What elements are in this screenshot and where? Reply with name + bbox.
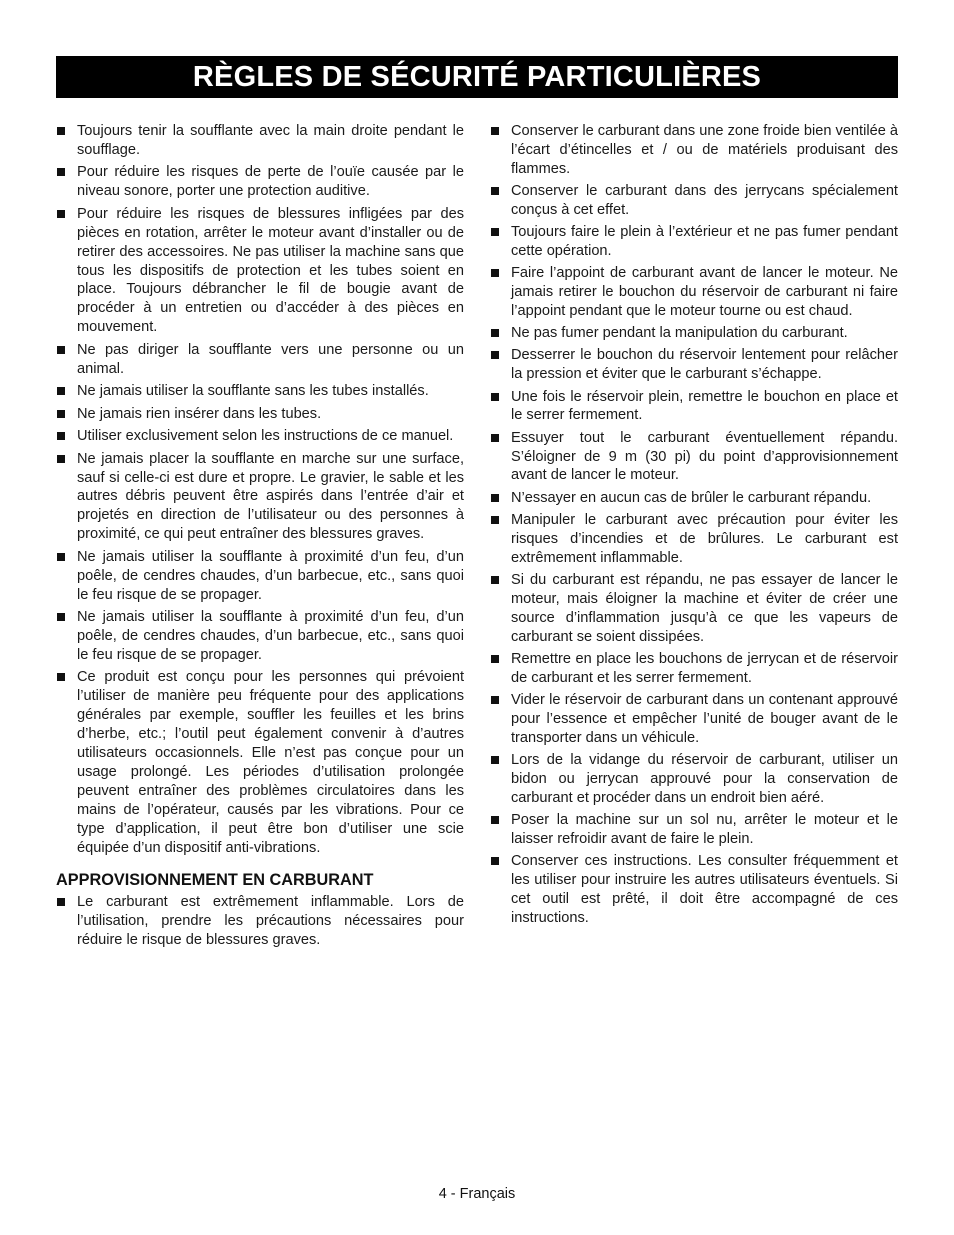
fuel-handling-list xyxy=(490,122,898,928)
list-item-text: Le carburant est extrêmement inflammable. Lors de l’utilisation, prendre les précautions nécessaires pour réduire le risque de blessures graves. xyxy=(77,894,464,949)
square-bullet-icon xyxy=(491,127,499,135)
list-item xyxy=(490,429,898,486)
list-item xyxy=(490,346,898,384)
list-item xyxy=(56,450,464,545)
square-bullet-icon xyxy=(491,393,499,401)
list-item xyxy=(490,324,898,343)
list-item xyxy=(56,893,464,950)
list-item-text: N’essayer en aucun cas de brûler le carburant répandu. xyxy=(511,489,872,506)
list-item-text: Une fois le réservoir plein, remettre le bouchon en place et le serrer fermement. xyxy=(511,388,898,424)
list-item-text: Ne jamais utiliser la soufflante à proximité d’un feu, d’un poêle, de cendres chaudes, d’un barbecue, etc., sans quoi le feu risque de se propager. xyxy=(77,609,464,663)
square-bullet-icon xyxy=(491,576,499,584)
list-item xyxy=(56,382,464,401)
list-item-text: Conserver le carburant dans une zone froide bien ventilée à l’écart d’étincelles et / ou de matériels produisant des flammes. xyxy=(511,123,898,177)
safety-rules-list xyxy=(56,122,464,857)
left-column xyxy=(56,122,464,954)
square-bullet-icon xyxy=(491,857,499,865)
page-number: 4 - Français xyxy=(438,1186,516,1202)
square-bullet-icon xyxy=(57,455,65,463)
list-item xyxy=(56,205,464,337)
square-bullet-icon xyxy=(57,432,65,440)
square-bullet-icon xyxy=(57,410,65,418)
list-item xyxy=(490,122,898,179)
list-item-text: Remettre en place les bouchons de jerrycan et de réservoir de carburant et les serrer fermement. xyxy=(511,650,898,686)
list-item xyxy=(490,571,898,647)
list-item-text: Ne pas fumer pendant la manipulation du carburant. xyxy=(511,325,848,342)
list-item-text: Lors de la vidange du réservoir de carburant, utiliser un bidon ou jerrycan approuvé pour la conservation de carburant et procéder dans un endroit bien aéré. xyxy=(511,751,898,806)
square-bullet-icon xyxy=(57,898,65,906)
list-item xyxy=(490,489,898,508)
square-bullet-icon xyxy=(491,329,499,337)
square-bullet-icon xyxy=(57,553,65,561)
fuel-rules-list xyxy=(56,893,464,950)
square-bullet-icon xyxy=(491,351,499,359)
list-item-text: Desserrer le bouchon du réservoir lentement pour relâcher la pression et éviter que le carburant s’échappe. xyxy=(511,347,898,383)
square-bullet-icon xyxy=(57,127,65,135)
list-item xyxy=(490,650,898,688)
list-item-text: Conserver ces instructions. Les consulter fréquemment et les utiliser pour instruire les autres utilisateurs éventuels. Si cet outil est prêté, il doit être accompagné de ces instructions. xyxy=(511,853,898,926)
list-item-text: Ne jamais rien insérer dans les tubes. xyxy=(77,405,322,422)
page-title: RÈGLES DE SÉCURITÉ PARTICULIÈRES xyxy=(56,56,898,98)
list-item-text: Ne jamais utiliser la soufflante à proximité d’un feu, d’un poêle, de cendres chaudes, d’un barbecue, etc., sans quoi le feu risque de se propager. xyxy=(77,548,464,603)
list-item-text: Toujours faire le plein à l’extérieur et ne pas fumer pendant cette opération. xyxy=(511,224,898,260)
right-column xyxy=(490,122,898,931)
square-bullet-icon xyxy=(491,516,499,524)
list-item-text: Pour réduire les risques de perte de l’ouïe causée par le niveau sonore, porter une protection auditive. xyxy=(77,164,464,200)
square-bullet-icon xyxy=(57,673,65,681)
list-item xyxy=(56,668,464,857)
square-bullet-icon xyxy=(57,346,65,354)
list-item xyxy=(56,548,464,605)
list-item-text: Ne jamais placer la soufflante en marche sur une surface, sauf si celle-ci est dure et propre. Le gravier, le sable et les autres débris peuvent être aspirés dans l’entrée d’air et projetés en direction de l’utilisateur ou des personnes à proximité, ce qui peut entraîner des blessures graves. xyxy=(77,450,464,543)
list-item xyxy=(490,223,898,261)
list-item xyxy=(490,811,898,849)
square-bullet-icon xyxy=(491,655,499,663)
list-item xyxy=(490,511,898,568)
list-item xyxy=(56,341,464,379)
list-item xyxy=(490,182,898,220)
square-bullet-icon xyxy=(491,228,499,236)
square-bullet-icon xyxy=(491,269,499,277)
list-item-text: Manipuler le carburant avec précaution pour éviter les risques d’incendies et de brûlures. Le carburant est extrêmement inflammable. xyxy=(511,511,898,566)
list-item-text: Utiliser exclusivement selon les instructions de ce manuel. xyxy=(77,428,454,445)
list-item-text: Poser la machine sur un sol nu, arrêter le moteur et le laisser refroidir avant de faire le plein. xyxy=(511,811,898,847)
square-bullet-icon xyxy=(57,387,65,395)
list-item-text: Pour réduire les risques de blessures infligées par des pièces en rotation, arrêter le moteur avant d’installer ou de retirer des accessoires. Ne pas utiliser la machine sans que tous les dispositifs de protection et les tubes soient en place. Toujours débrancher le fil de bougie avant de procéder à un entretien ou d’accéder à des pièces en mouvement. xyxy=(77,205,464,336)
list-item xyxy=(56,122,464,160)
list-item xyxy=(490,264,898,321)
square-bullet-icon xyxy=(57,168,65,176)
list-item xyxy=(56,427,464,446)
list-item xyxy=(56,163,464,201)
section-heading-fuel: APPROVISIONNEMENT EN CARBURANT xyxy=(56,871,374,890)
list-item xyxy=(490,751,898,808)
list-item xyxy=(56,608,464,665)
list-item-text: Faire l’appoint de carburant avant de lancer le moteur. Ne jamais retirer le bouchon du réservoir de carburant ni faire l’appoint pendant que le moteur tourne ou est chaud. xyxy=(511,265,898,320)
square-bullet-icon xyxy=(491,816,499,824)
square-bullet-icon xyxy=(491,434,499,442)
square-bullet-icon xyxy=(491,494,499,502)
list-item xyxy=(56,405,464,424)
square-bullet-icon xyxy=(491,187,499,195)
list-item-text: Si du carburant est répandu, ne pas essayer de lancer le moteur, mais éloigner la machine et éviter de créer une source d’inflammation jusqu’à ce que les vapeurs de carburant se soient dissipées. xyxy=(511,571,898,645)
square-bullet-icon xyxy=(491,696,499,704)
list-item xyxy=(490,388,898,426)
list-item-text: Essuyer tout le carburant éventuellement répandu. S’éloigner de 9 m (30 pi) du point d’approvisionnement avant de lancer le moteur. xyxy=(511,429,898,484)
list-item-text: Conserver le carburant dans des jerrycans spécialement conçus à cet effet. xyxy=(511,183,898,218)
list-item-text: Toujours tenir la soufflante avec la main droite pendant le soufflage. xyxy=(77,123,464,158)
list-item-text: Ne pas diriger la soufflante vers une personne ou un animal. xyxy=(77,341,464,377)
square-bullet-icon xyxy=(57,613,65,621)
list-item xyxy=(490,691,898,748)
square-bullet-icon xyxy=(57,210,65,218)
list-item-text: Vider le réservoir de carburant dans un contenant approuvé pour l’essence et empêcher l’unité de bouger avant de le transporter dans un véhicule. xyxy=(511,691,898,746)
list-item-text: Ne jamais utiliser la soufflante sans les tubes installés. xyxy=(77,383,429,400)
square-bullet-icon xyxy=(491,756,499,764)
list-item-text: Ce produit est conçu pour les personnes qui prévoient l’utiliser de manière peu fréquente pour des applications générales par exemple, souffler les feuilles et les brins d’herbe, etc.; l’outil peut également convenir à d’autres utilisateurs occasionnels. Elle n’est pas conçue pour un usage prolongé. Les périodes d’utilisation prolongée peuvent entraîner des problèmes circulatoires dans les mains de l’opérateur, causés par les vibrations. Pour ce type d’application, il peut être bon d’utiliser une scie équipée d’un dispositif anti-vibrations. xyxy=(77,669,464,856)
list-item xyxy=(490,852,898,928)
